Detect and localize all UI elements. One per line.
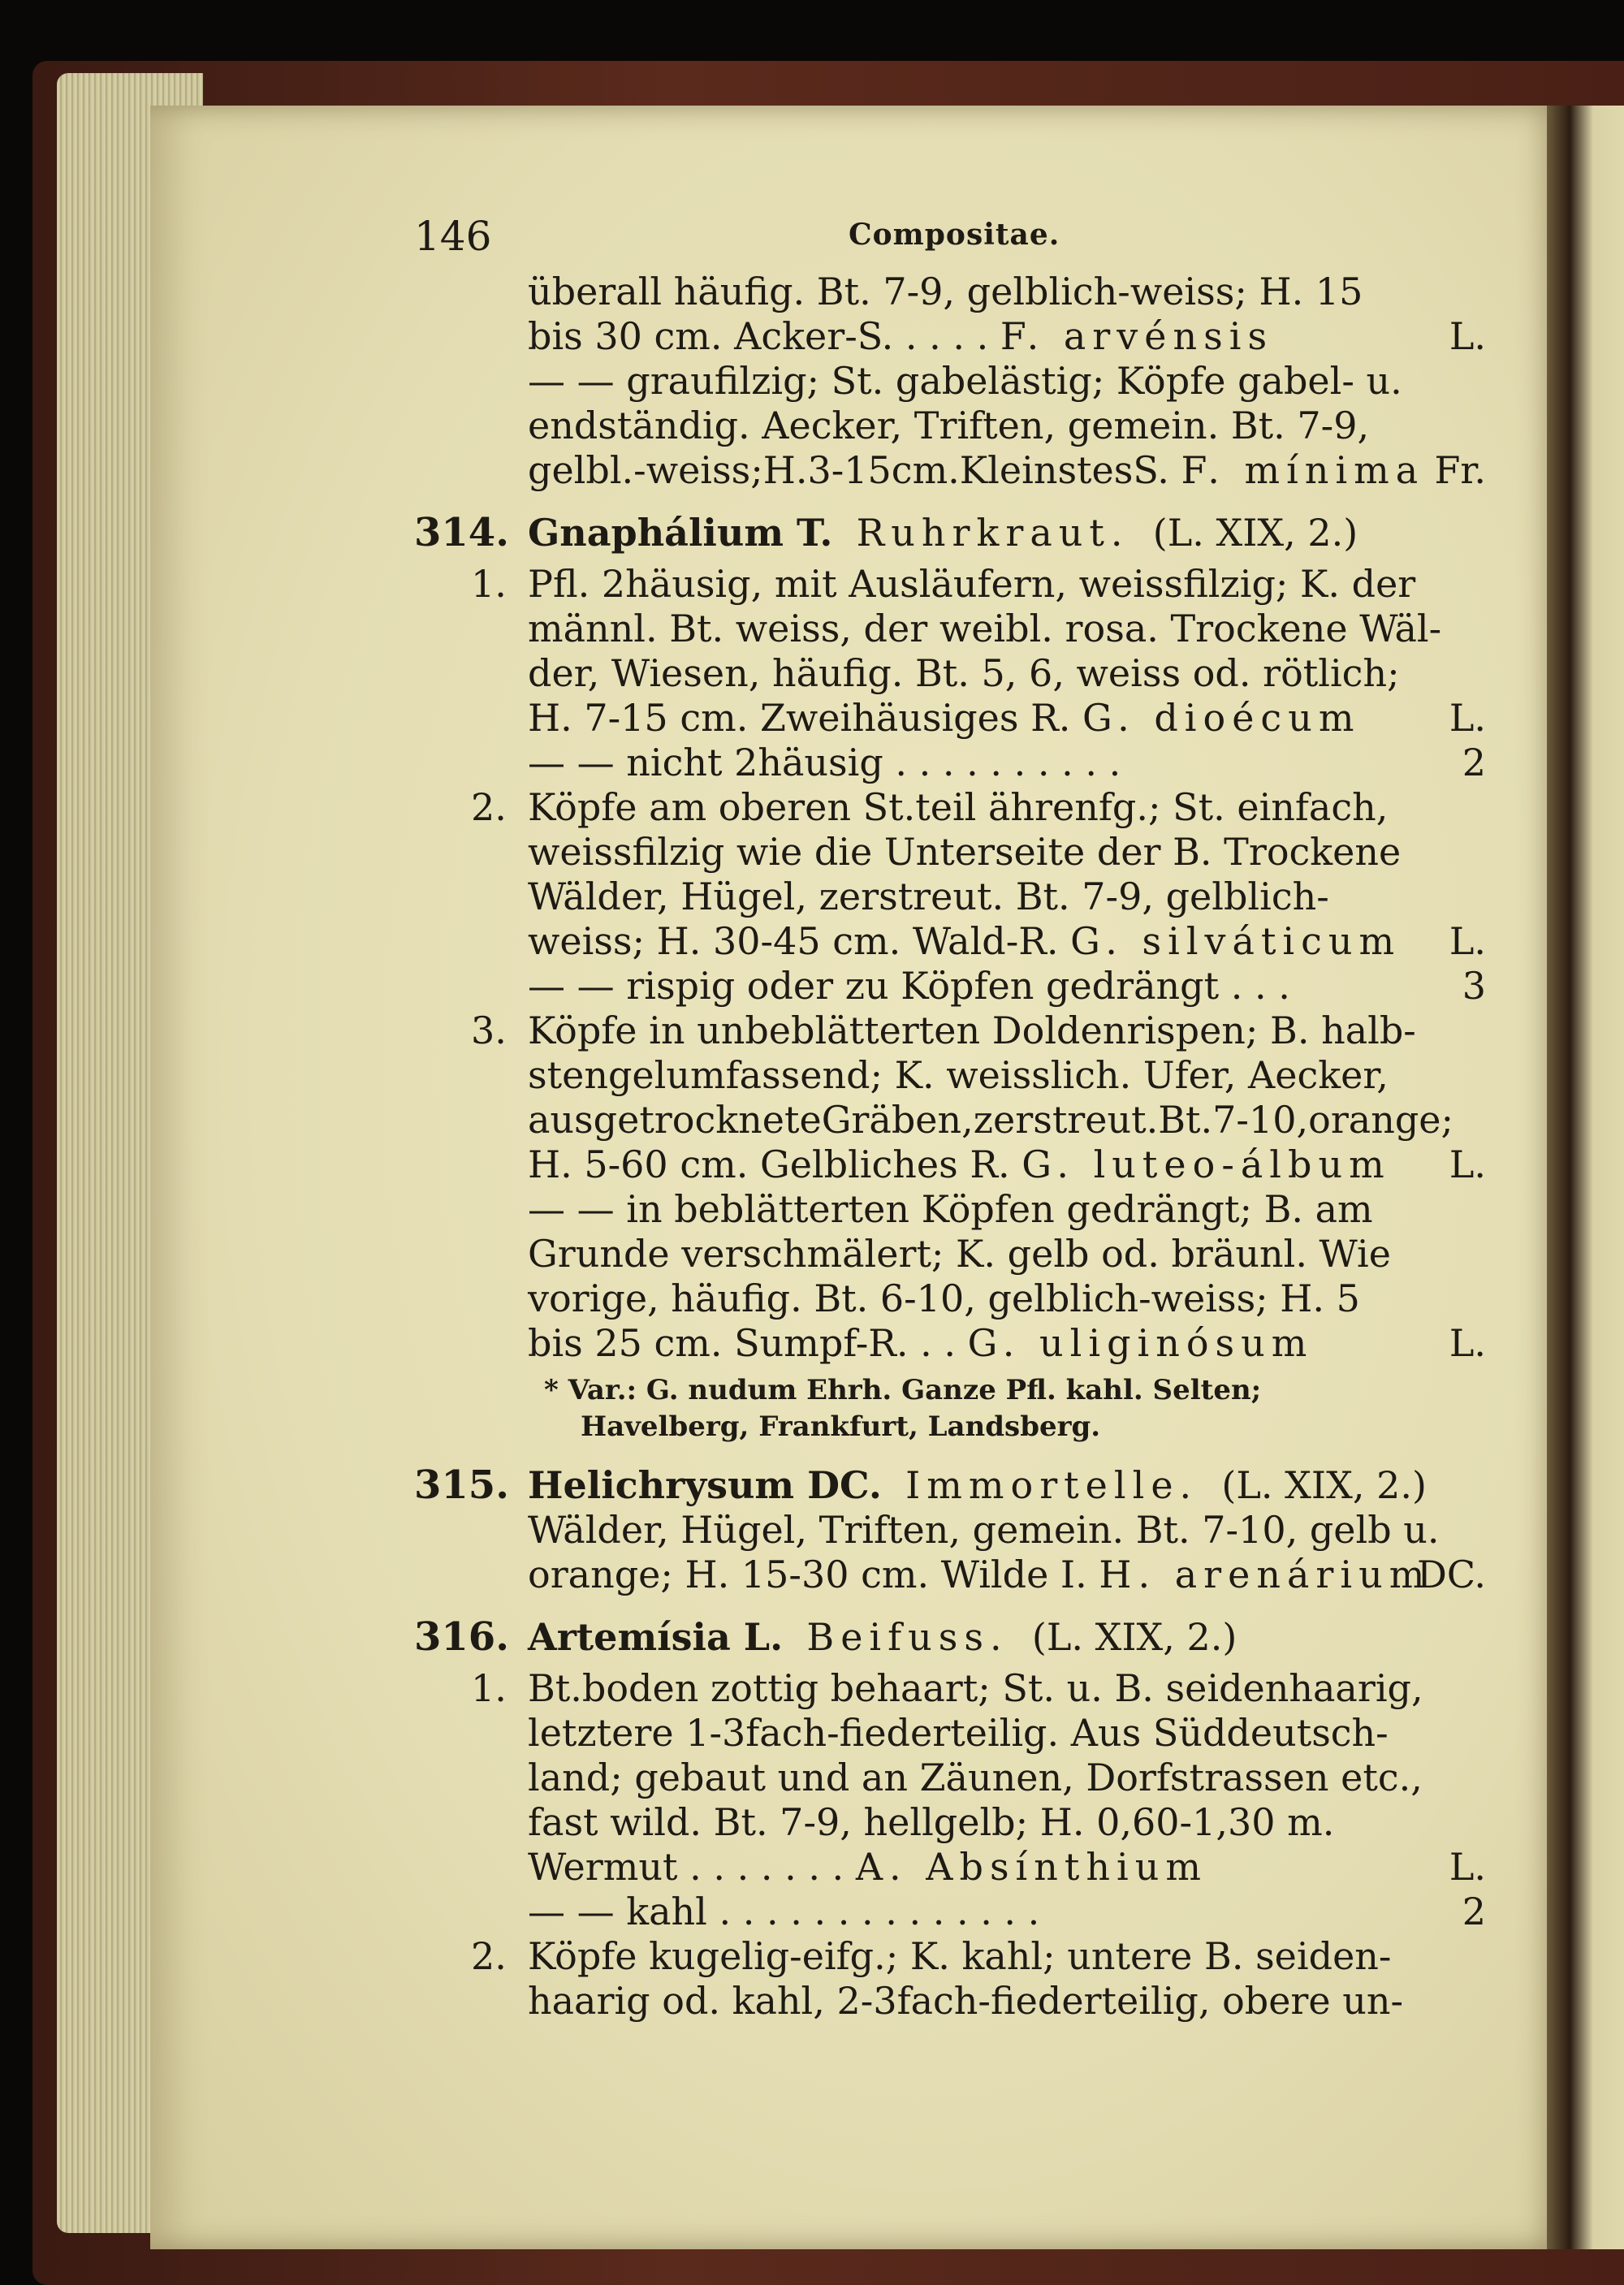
- text-line: [414, 1187, 1486, 1232]
- page-text: [414, 213, 1486, 2024]
- line-text: Bt.boden zottig behaart; St. u. B. seidenhaarig,: [528, 1666, 1423, 1710]
- genus-common-name: Ruhrkraut.: [856, 511, 1129, 555]
- genus-common-name: Beifuss.: [806, 1615, 1009, 1659]
- book-gutter: [1547, 106, 1624, 2249]
- text-line: [414, 1800, 1486, 1845]
- species-name: G. silváticum: [1070, 919, 1402, 963]
- line-text: Pfl. 2häusig, mit Ausläufern, weissfilzig; K. der: [528, 562, 1416, 606]
- author-abbrev: Fr.: [1434, 448, 1486, 492]
- genus-heading-314: [414, 511, 1486, 555]
- line-text: weissfilzig wie die Unterseite der B. Trockene: [528, 830, 1402, 874]
- line-text: gelbl.-weiss;H.3-15cm.KleinstesS.: [528, 448, 1181, 492]
- line-text: — — rispig oder zu Köpfen gedrängt . . .: [528, 964, 1290, 1008]
- line-text: — — in beblätterten Köpfen gedrängt; B. am: [528, 1187, 1373, 1231]
- species-line: [414, 448, 1486, 493]
- author-abbrev: L.: [1449, 1845, 1486, 1889]
- line-text: haarig od. kahl, 2-3fach-fiederteilig, obere un-: [528, 1979, 1404, 2023]
- species-line: [414, 1553, 1486, 1597]
- genus-name: Helichrysum DC.: [528, 1463, 882, 1507]
- text-line: [414, 1508, 1486, 1553]
- running-title: Compositae.: [849, 218, 1060, 252]
- text-line: [414, 270, 1486, 314]
- line-text: Köpfe kugelig-eifg.; K. kahl; untere B. seiden-: [528, 1934, 1392, 1978]
- line-text: — — kahl . . . . . . . . . . . . . .: [528, 1890, 1040, 1933]
- key-number: 2.: [471, 785, 507, 829]
- line-text: männl. Bt. weiss, der weibl. rosa. Trockene Wäl-: [528, 607, 1442, 650]
- line-text: Wälder, Hügel, Triften, gemein. Bt. 7-10, gelb u.: [528, 1508, 1440, 1552]
- key-line: [414, 1666, 1486, 1711]
- author-abbrev: L.: [1449, 1321, 1486, 1365]
- variety-note: [414, 1372, 1486, 1409]
- species-name: G. luteo-álbum: [1021, 1142, 1391, 1186]
- author-abbrev: L.: [1449, 919, 1486, 963]
- genus-common-name: Immortelle.: [905, 1463, 1199, 1507]
- species-name: A. Absínthium: [855, 1845, 1207, 1889]
- line-text: fast wild. Bt. 7-9, hellgelb; H. 0,60-1,30 m.: [528, 1800, 1335, 1844]
- line-text: Wälder, Hügel, zerstreut. Bt. 7-9, gelblich-: [528, 875, 1329, 918]
- key-number: 3.: [471, 1009, 507, 1052]
- species-line: [414, 919, 1486, 964]
- genus-name: Artemísia L.: [528, 1615, 784, 1659]
- species-line: [414, 1845, 1486, 1890]
- key-line: [414, 1934, 1486, 1979]
- variety-text: * Var.: G. nudum Ehrh. Ganze Pfl. kahl. Selten;: [544, 1374, 1262, 1406]
- line-text: Köpfe in unbeblätterten Doldenrispen; B. halb-: [528, 1009, 1416, 1052]
- line-text: Köpfe am oberen St.teil ährenfg.; St. einfach,: [528, 785, 1389, 829]
- key-reference: 2: [1462, 741, 1486, 784]
- genus-number: 314.: [414, 510, 509, 555]
- text-line: [414, 830, 1486, 875]
- linnaean-class: (L. XIX, 2.): [1152, 511, 1358, 555]
- line-text: stengelumfassend; K. weisslich. Ufer, Aecker,: [528, 1053, 1389, 1097]
- key-branch-line: [414, 1890, 1486, 1934]
- key-line: [414, 785, 1486, 830]
- genus-heading-315: [414, 1463, 1486, 1508]
- line-text: H. 5-60 cm. Gelbliches R.: [528, 1142, 1022, 1186]
- key-number: 2.: [471, 1934, 507, 1978]
- variety-note: [414, 1409, 1486, 1445]
- genus-number: 316.: [414, 1614, 509, 1660]
- key-number: 1.: [471, 1666, 507, 1710]
- text-line: [414, 1756, 1486, 1800]
- line-text: vorige, häufig. Bt. 6-10, gelblich-weiss; H. 5: [528, 1276, 1360, 1320]
- line-text: Wermut . . . . . . .: [528, 1845, 856, 1889]
- key-number: 1.: [471, 562, 507, 606]
- species-name: F. arvénsis: [1000, 314, 1274, 358]
- genus-number: 315.: [414, 1462, 509, 1508]
- text-line: [414, 1979, 1486, 2024]
- author-abbrev: L.: [1449, 1142, 1486, 1186]
- text-line: [414, 359, 1486, 404]
- page-header: [414, 213, 1486, 270]
- genus-name: Gnaphálium T.: [528, 511, 833, 555]
- author-abbrev: L.: [1449, 314, 1486, 358]
- key-branch-line: [414, 964, 1486, 1009]
- line-text: H. 7-15 cm. Zweihäusiges R.: [528, 696, 1082, 740]
- text-line: [414, 1232, 1486, 1276]
- species-name: F. mínima: [1181, 448, 1425, 492]
- line-text: bis 30 cm. Acker-S. . . . .: [528, 314, 1000, 358]
- text-line: [414, 1276, 1486, 1321]
- line-text: Grunde verschmälert; K. gelb od. bräunl. Wie: [528, 1232, 1391, 1276]
- line-text: überall häufig. Bt. 7-9, gelblich-weiss; H. 15: [528, 270, 1363, 313]
- text-line: [414, 875, 1486, 919]
- key-line: [414, 562, 1486, 607]
- line-text: letztere 1-3fach-fiederteilig. Aus Süddeutsch-: [528, 1711, 1389, 1755]
- line-text: orange; H. 15-30 cm. Wilde I.: [528, 1553, 1099, 1596]
- line-text: endständig. Aecker, Triften, gemein. Bt. 7-9,: [528, 404, 1370, 447]
- key-branch-line: [414, 741, 1486, 785]
- species-name: G. dioécum: [1082, 696, 1361, 740]
- key-line: [414, 1009, 1486, 1053]
- species-line: [414, 1321, 1486, 1366]
- species-line: [414, 696, 1486, 741]
- species-line: [414, 314, 1486, 359]
- key-reference: 3: [1462, 964, 1486, 1008]
- species-name: H. arenárium: [1099, 1553, 1432, 1596]
- linnaean-class: (L. XIX, 2.): [1221, 1463, 1427, 1507]
- author-abbrev: L.: [1449, 696, 1486, 740]
- text-line: [414, 1053, 1486, 1098]
- line-text: weiss; H. 30-45 cm. Wald-R.: [528, 919, 1071, 963]
- text-line: [414, 1098, 1486, 1142]
- variety-text: Havelberg, Frankfurt, Landsberg.: [581, 1410, 1101, 1443]
- line-text: der, Wiesen, häufig. Bt. 5, 6, weiss od. rötlich;: [528, 651, 1400, 695]
- key-reference: 2: [1462, 1890, 1486, 1933]
- line-text: ausgetrockneteGräben,zerstreut.Bt.7-10,orange;: [528, 1098, 1454, 1142]
- text-line: [414, 651, 1486, 696]
- line-text: bis 25 cm. Sumpf-R. . .: [528, 1321, 968, 1365]
- page-number: 146: [414, 213, 492, 260]
- text-line: [414, 404, 1486, 448]
- author-abbrev: DC.: [1416, 1553, 1486, 1596]
- genus-heading-316: [414, 1615, 1486, 1660]
- line-text: — — nicht 2häusig . . . . . . . . . .: [528, 741, 1121, 784]
- species-line: [414, 1142, 1486, 1187]
- text-line: [414, 1711, 1486, 1756]
- line-text: land; gebaut und an Zäunen, Dorfstrassen etc.,: [528, 1756, 1423, 1799]
- species-name: G. uliginósum: [967, 1321, 1314, 1365]
- line-text: — — graufilzig; St. gabelästig; Köpfe gabel- u.: [528, 359, 1402, 403]
- linnaean-class: (L. XIX, 2.): [1031, 1615, 1237, 1659]
- text-line: [414, 607, 1486, 651]
